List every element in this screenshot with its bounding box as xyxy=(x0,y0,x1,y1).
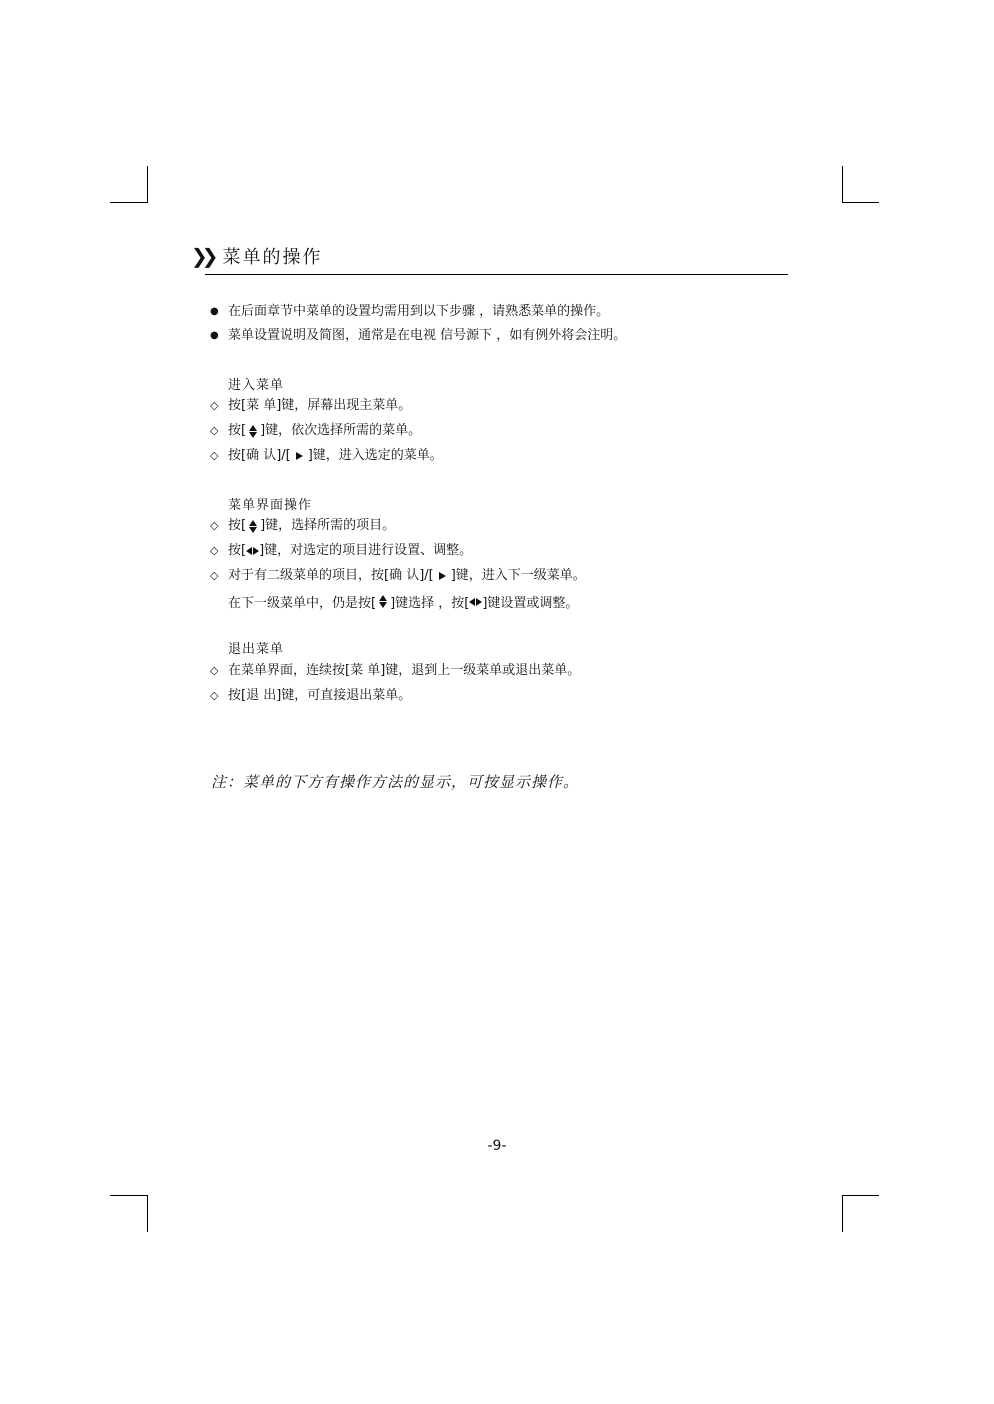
left-right-arrow-icon xyxy=(469,598,482,606)
enter-menu-item-1: ◇ 按[菜 单]键，屏幕出现主菜单。 xyxy=(210,398,412,413)
diamond-icon: ◇ xyxy=(210,664,219,677)
crop-mark-bottom-right-v xyxy=(842,1195,843,1232)
double-chevron-icon: ❯❯ xyxy=(191,244,213,268)
exit-menu-item-1: ◇ 在菜单界面，连续按[菜 单]键，退到上一级菜单或退出菜单。 xyxy=(210,663,581,678)
menu-ops-item-2: ◇ 按[ ]键，对选定的项目进行设置、调整。 xyxy=(210,543,473,558)
crop-mark-top-left-v xyxy=(147,166,148,203)
menu-ops-item-3: ◇ 对于有二级菜单的项目，按[确 认]/[ ]键，进入下一级菜单。 xyxy=(210,568,586,583)
note-text: 注：菜单的下方有操作方法的显示，可按显示操作。 xyxy=(211,773,580,791)
up-down-arrow-icon xyxy=(248,520,258,533)
crop-mark-top-left-h xyxy=(110,202,147,203)
exit-menu-heading: 退出菜单 xyxy=(228,642,285,657)
menu-ops-heading: 菜单界面操作 xyxy=(228,498,313,513)
crop-mark-bottom-left-h xyxy=(110,1195,147,1196)
crop-mark-bottom-left-v xyxy=(147,1195,148,1232)
crop-mark-bottom-right-h xyxy=(842,1195,879,1196)
intro-bullet-1: ● 在后面章节中菜单的设置均需用到以下步骤 ，请熟悉菜单的操作。 xyxy=(210,304,610,319)
section-header xyxy=(191,243,788,275)
up-down-arrow-icon xyxy=(378,595,388,608)
diamond-icon: ◇ xyxy=(210,519,219,532)
header-rule xyxy=(205,274,788,275)
section-title: 菜单的操作 xyxy=(222,247,323,268)
diamond-icon: ◇ xyxy=(210,544,219,557)
page-number: -9- xyxy=(487,1138,507,1154)
diamond-icon: ◇ xyxy=(210,689,219,702)
diamond-icon: ◇ xyxy=(210,399,219,412)
menu-ops-item-1: ◇ 按[ ]键，选择所需的项目。 xyxy=(210,518,396,533)
bullet-icon: ● xyxy=(210,330,219,341)
enter-menu-item-3: ◇ 按[确 认]/[ ]键，进入选定的菜单。 xyxy=(210,448,443,463)
up-down-arrow-icon xyxy=(248,425,258,438)
bullet-icon: ● xyxy=(210,306,219,317)
intro-bullet-2: ● 菜单设置说明及简图，通常是在电视 信号源下 ，如有例外将会注明。 xyxy=(210,328,627,343)
crop-mark-top-right-v xyxy=(842,166,843,203)
right-arrow-icon xyxy=(439,572,446,580)
enter-menu-heading: 进入菜单 xyxy=(228,378,285,393)
right-arrow-icon xyxy=(296,452,303,460)
left-right-arrow-icon xyxy=(246,547,259,555)
crop-mark-top-right-h xyxy=(842,202,879,203)
diamond-icon: ◇ xyxy=(210,569,219,582)
menu-ops-item-3-continued: 在下一级菜单中，仍是按[ ]键选择 ，按[ ]键设置或调整。 xyxy=(228,596,579,611)
enter-menu-item-2: ◇ 按[ ]键，依次选择所需的菜单。 xyxy=(210,423,422,438)
diamond-icon: ◇ xyxy=(210,424,219,437)
exit-menu-item-2: ◇ 按[退 出]键，可直接退出菜单。 xyxy=(210,688,412,703)
diamond-icon: ◇ xyxy=(210,449,219,462)
